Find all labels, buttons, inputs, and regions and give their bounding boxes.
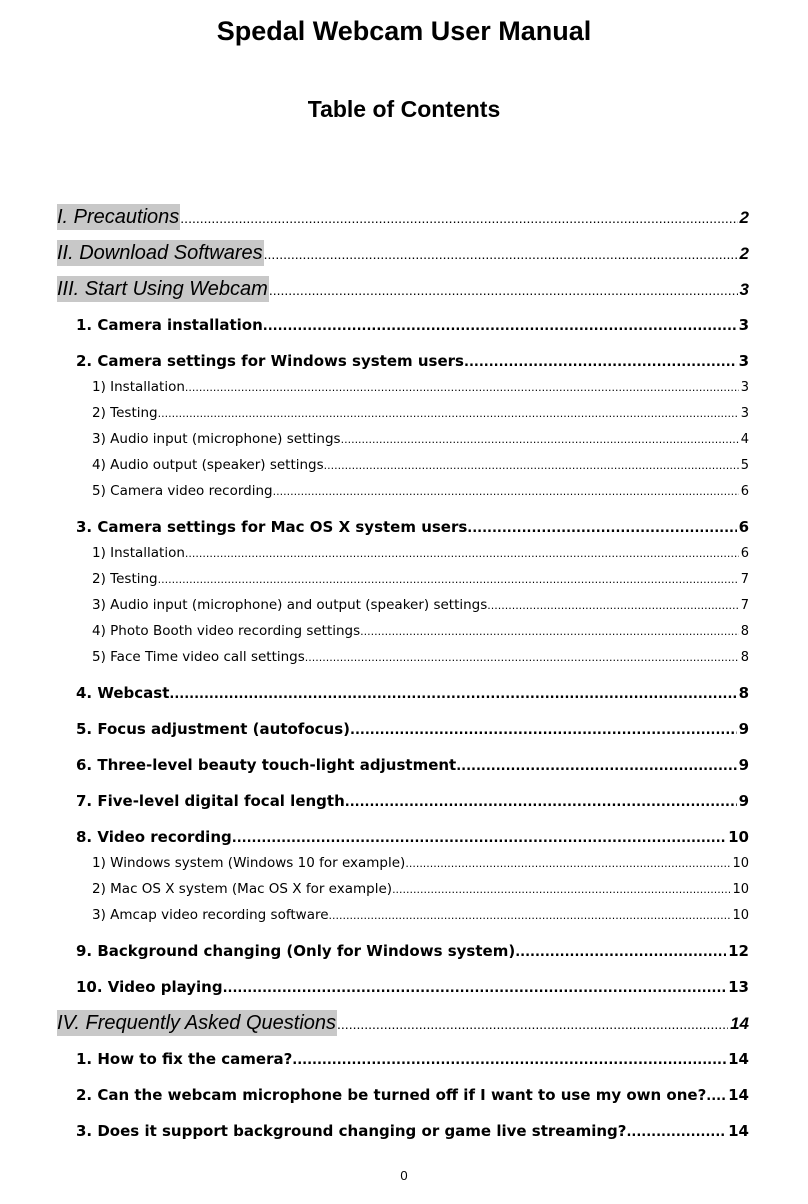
toc-leader	[350, 721, 737, 741]
toc-entry-faq[interactable]	[57, 1010, 749, 1037]
toc-page-number: 8	[740, 624, 749, 639]
toc-entry-windows-audio-input[interactable]	[92, 430, 749, 449]
toc-entry-text: 8. Video recording	[76, 828, 232, 846]
toc-page-number: 12	[728, 942, 749, 960]
toc-entry-camera-installation[interactable]	[76, 315, 749, 337]
toc-entry-windows-system[interactable]	[92, 854, 749, 873]
toc-page-number: 14	[728, 1086, 749, 1104]
toc-entry-precautions[interactable]	[57, 204, 749, 231]
toc-page-number: 10	[732, 882, 749, 897]
toc-leader	[706, 1087, 726, 1107]
toc-page-number: 2	[739, 244, 749, 263]
toc-heading: Table of Contents	[307, 96, 501, 122]
toc-entry-microphone-off[interactable]	[76, 1085, 749, 1107]
toc-entry-video-recording[interactable]	[76, 827, 749, 849]
toc-leader	[263, 317, 737, 337]
toc-entry-text: I. Precautions	[57, 206, 180, 228]
toc-entry-windows-video-recording[interactable]	[92, 482, 749, 501]
toc-entry-text: 5) Face Time video call settings	[92, 649, 305, 665]
toc-page-number: 14	[728, 1122, 749, 1140]
toc-entry-text: 7. Five-level digital focal length	[76, 792, 345, 810]
toc-entry-download-softwares[interactable]	[57, 240, 749, 267]
toc-leader	[456, 757, 736, 777]
toc-page-number: 5	[740, 458, 749, 473]
toc-entry-face-time[interactable]	[92, 648, 749, 667]
toc-entry-text: II. Download Softwares	[57, 242, 263, 264]
toc-leader	[515, 943, 726, 963]
toc-entry-start-using-webcam[interactable]	[57, 276, 749, 303]
toc-entry-text: 4) Photo Booth video recording settings	[92, 623, 361, 639]
toc-entry-mac-system[interactable]	[92, 880, 749, 899]
toc-leader	[324, 457, 739, 475]
toc-leader	[329, 907, 731, 925]
toc-entry-text: 1) Installation	[92, 379, 185, 395]
toc-page-number: 14	[728, 1050, 749, 1068]
toc-entry-text: 3) Audio input (microphone) and output (speaker) settings	[92, 597, 488, 613]
toc-leader	[467, 519, 736, 539]
toc-leader	[232, 829, 726, 849]
toc-leader	[158, 571, 739, 589]
toc-page-number: 7	[740, 598, 749, 613]
toc-leader	[273, 483, 739, 501]
toc-entry-mac-testing[interactable]	[92, 570, 749, 589]
toc-entry-text: 4. Webcast	[76, 684, 170, 702]
toc-entry-windows-audio-output[interactable]	[92, 456, 749, 475]
toc-entry-mac-installation[interactable]	[92, 544, 749, 563]
toc-page-number: 8	[738, 684, 749, 702]
toc-page-number: 2	[739, 208, 749, 227]
toc-entry-text: 1) Windows system (Windows 10 for example)	[92, 855, 406, 871]
toc-entry-text: IV. Frequently Asked Questions	[57, 1012, 337, 1034]
toc-page-number: 10	[732, 856, 749, 871]
toc-entry-text: 2. Camera settings for Windows system users	[76, 352, 464, 370]
toc-leader	[185, 545, 739, 563]
toc-page-number: 3	[739, 280, 749, 299]
toc-entry-windows-testing[interactable]	[92, 404, 749, 423]
toc-entry-text: 1. Camera installation	[76, 316, 263, 334]
toc-entry-text: 2) Testing	[92, 571, 158, 587]
toc-page-number: 6	[740, 546, 749, 561]
toc-leader	[337, 1011, 728, 1037]
toc-page-number: 3	[740, 406, 749, 421]
toc-entry-webcast[interactable]	[76, 683, 749, 705]
toc-leader	[158, 405, 739, 423]
toc-entry-focus-adjustment[interactable]	[76, 719, 749, 741]
toc-page-number: 6	[738, 518, 749, 536]
toc-leader	[360, 623, 739, 641]
toc-leader	[345, 793, 737, 813]
toc-entry-text: 3) Amcap video recording software	[92, 907, 329, 923]
toc-leader	[169, 685, 736, 705]
toc-leader	[626, 1123, 726, 1143]
toc-page-number: 3	[738, 352, 749, 370]
toc-entry-video-playing[interactable]	[76, 977, 749, 999]
toc-entry-text: 5. Focus adjustment (autofocus)	[76, 720, 350, 738]
toc-entry-background-streaming[interactable]	[76, 1121, 749, 1143]
toc-entry-focal-length[interactable]	[76, 791, 749, 813]
toc-entry-photo-booth[interactable]	[92, 622, 749, 641]
toc-page-number: 9	[738, 720, 749, 738]
toc-entry-background-changing[interactable]	[76, 941, 749, 963]
toc-entry-text: 9. Background changing (Only for Windows system)	[76, 942, 516, 960]
toc-page-number: 10	[728, 828, 749, 846]
toc-leader	[464, 353, 737, 373]
toc-entry-fix-camera[interactable]	[76, 1049, 749, 1071]
toc-entry-text: 2. Can the webcam microphone be turned off if I want to use my own one?	[76, 1086, 707, 1104]
toc-page-number: 4	[740, 432, 749, 447]
toc-leader	[405, 855, 730, 873]
toc-entry-text: 3. Camera settings for Mac OS X system users	[76, 518, 468, 536]
toc-leader	[305, 649, 739, 667]
toc-entry-text: 3) Audio input (microphone) settings	[92, 431, 341, 447]
toc-entry-text: 4) Audio output (speaker) settings	[92, 457, 324, 473]
toc-page-number: 10	[732, 908, 749, 923]
toc-leader	[264, 241, 738, 267]
toc-leader	[292, 1051, 726, 1071]
toc-entry-text: 3. Does it support background changing or game live streaming?	[76, 1122, 627, 1140]
toc-leader	[269, 277, 738, 303]
toc-entry-windows-settings[interactable]	[76, 351, 749, 373]
toc-entry-text: 2) Testing	[92, 405, 158, 421]
toc-entry-amcap[interactable]	[92, 906, 749, 925]
toc-page-number: 6	[740, 484, 749, 499]
toc-entry-text: 10. Video playing	[76, 978, 223, 996]
toc-leader	[341, 431, 739, 449]
toc-leader	[223, 979, 727, 999]
toc-entry-text: III. Start Using Webcam	[57, 278, 268, 300]
toc-leader	[392, 881, 730, 899]
toc-entry-text: 2) Mac OS X system (Mac OS X for example)	[92, 881, 393, 897]
toc-entry-text: 1) Installation	[92, 545, 185, 561]
toc-page-number: 3	[740, 380, 749, 395]
toc-leader	[185, 379, 739, 397]
toc-leader	[180, 205, 737, 231]
toc-entry-windows-installation[interactable]	[92, 378, 749, 397]
toc-page-number: 8	[740, 650, 749, 665]
toc-entry-text: 1. How to fix the camera?	[76, 1050, 293, 1068]
document-title: Spedal Webcam User Manual	[216, 16, 592, 46]
toc-page-number: 7	[740, 572, 749, 587]
toc-page-number: 9	[738, 756, 749, 774]
toc-page-number: 3	[738, 316, 749, 334]
toc-entry-text: 5) Camera video recording	[92, 483, 273, 499]
toc-entry-mac-audio[interactable]	[92, 596, 749, 615]
toc-page-number: 14	[730, 1014, 749, 1033]
toc-page-number: 9	[738, 792, 749, 810]
toc-page-number: 13	[728, 978, 749, 996]
page-number: 0	[400, 1168, 408, 1183]
toc-leader	[487, 597, 738, 615]
toc-entry-beauty-touch-light[interactable]	[76, 755, 749, 777]
toc-entry-mac-settings[interactable]	[76, 517, 749, 539]
toc-entry-text: 6. Three-level beauty touch-light adjustment	[76, 756, 457, 774]
